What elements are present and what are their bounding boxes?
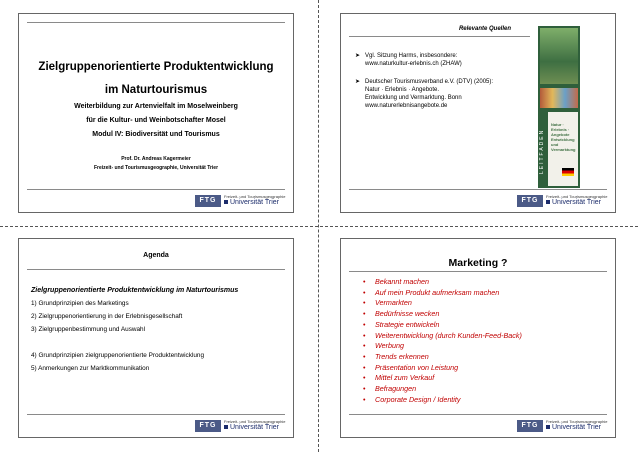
logo-square-icon — [224, 200, 228, 204]
slide-title-line2: im Naturtourismus — [104, 84, 208, 96]
subtitle-line2: für die Kultur- und Weinbotschafter Mosel — [86, 117, 226, 124]
agenda-item: 2) Zielgruppenorientierung in der Erlebnisgesellschaft — [31, 313, 183, 320]
list-item: • Bekannt machen — [363, 277, 429, 286]
source-item: ➤ Vgl. Sitzung Harms, insbesondere: www.naturkultur-erlebnis.ch (ZHAW) — [355, 53, 462, 67]
agenda-item: 5) Anmerkungen zur Marktkommunikation — [31, 365, 150, 372]
header-rule — [27, 269, 285, 270]
list-item: • Vermarkten — [363, 298, 412, 308]
footer-rule — [349, 414, 607, 415]
guidebook-cover-image — [538, 26, 580, 188]
flag-icon — [562, 168, 574, 176]
slide-agenda[interactable] — [18, 238, 294, 438]
source-list — [355, 52, 525, 120]
list-item: • Werbung — [363, 341, 405, 351]
author-affiliation: Freizeit- und Tourismusgeographie, Universität Trier — [93, 165, 219, 171]
list-item: • Corporate Design / Identity — [363, 394, 461, 404]
university-logo — [517, 194, 609, 208]
list-item: • Strategie entwickeln — [363, 319, 440, 329]
list-item: • Weiterentwicklung (durch Kunden-Feed-Back) — [363, 330, 522, 340]
photo-strip — [540, 88, 578, 108]
arrow-bullet-icon: ➤ — [355, 79, 361, 85]
logo-dept: Freizeit- und Tourismusgeographie — [546, 419, 608, 424]
source-item: ➤ Deutscher Tourismusverband e.V. (DTV) (2005): Natur · Erlebnis · Angebote. Entwicklung und Vermarktung. Bonn www.naturerlebnisangebote.de — [355, 79, 494, 109]
author-name: Prof. Dr. Andreas Kagermeier — [121, 156, 191, 162]
cover-subtitle: Entwicklung und Vermarktung — [551, 137, 576, 152]
logo-university: Universität Trier — [224, 199, 279, 206]
slide-marketing[interactable] — [340, 238, 616, 438]
logo-mark: FTG — [195, 195, 221, 207]
header-rule — [349, 36, 530, 37]
book-spine-text: LEITFADEN — [539, 128, 545, 174]
logo-square-icon — [546, 425, 550, 429]
page-divider-horizontal — [0, 226, 638, 227]
footer-rule — [27, 414, 285, 415]
agenda-item: 3) Zielgruppenbestimmung und Auswahl — [31, 326, 146, 333]
logo-university: Universität Trier — [546, 199, 601, 206]
slide-heading: Marketing ? — [448, 257, 508, 269]
slide-sources[interactable] — [340, 13, 616, 213]
marketing-list — [363, 277, 522, 405]
agenda-title: Zielgruppenorientierte Produktentwicklung im Naturtourismus — [31, 287, 239, 294]
cover-panel — [548, 112, 578, 186]
logo-dept: Freizeit- und Tourismusgeographie — [546, 194, 608, 199]
logo-mark: FTG — [195, 420, 221, 432]
slide-title-line1: Zielgruppenorientierte Produktentwicklung — [38, 61, 274, 73]
arrow-bullet-icon: ➤ — [355, 53, 361, 59]
slide-heading: Relevante Quellen — [458, 26, 511, 32]
list-item: • Trends erkennen — [363, 351, 429, 361]
university-logo — [517, 419, 609, 433]
subtitle-line1: Weiterbildung zur Artenvielfalt im Moselweinberg — [74, 103, 238, 110]
logo-university: Universität Trier — [224, 424, 279, 431]
slide-title[interactable] — [18, 13, 294, 213]
list-item: • Befragungen — [363, 384, 417, 394]
agenda-item: 4) Grundprinzipien zielgruppenorientierte Produktentwicklung — [31, 352, 204, 359]
logo-mark: FTG — [517, 195, 543, 207]
logo-university: Universität Trier — [546, 424, 601, 431]
logo-square-icon — [224, 425, 228, 429]
footer-rule — [349, 189, 607, 190]
logo-mark: FTG — [517, 420, 543, 432]
slide-heading: Agenda — [143, 252, 169, 259]
logo-dept: Freizeit- und Tourismusgeographie — [224, 419, 286, 424]
footer-rule — [27, 189, 285, 190]
logo-square-icon — [546, 200, 550, 204]
header-rule — [27, 22, 285, 23]
list-item: • Bedürfnisse wecken — [363, 309, 440, 319]
list-item: • Auf mein Produkt aufmerksam machen — [363, 287, 500, 297]
university-logo — [195, 419, 287, 433]
header-rule — [349, 271, 607, 272]
list-item: • Mittel zum Verkauf — [363, 373, 435, 383]
list-item: • Präsentation von Leistung — [363, 362, 459, 372]
university-logo — [195, 194, 287, 208]
agenda-item: 1) Grundprinzipien des Marketings — [31, 300, 129, 307]
cover-title: Natur · Erlebnis · Angebote — [551, 122, 570, 137]
landscape-photo — [540, 28, 578, 84]
logo-dept: Freizeit- und Tourismusgeographie — [224, 194, 286, 199]
subtitle-line3: Modul IV: Biodiversität und Tourismus — [92, 131, 220, 138]
